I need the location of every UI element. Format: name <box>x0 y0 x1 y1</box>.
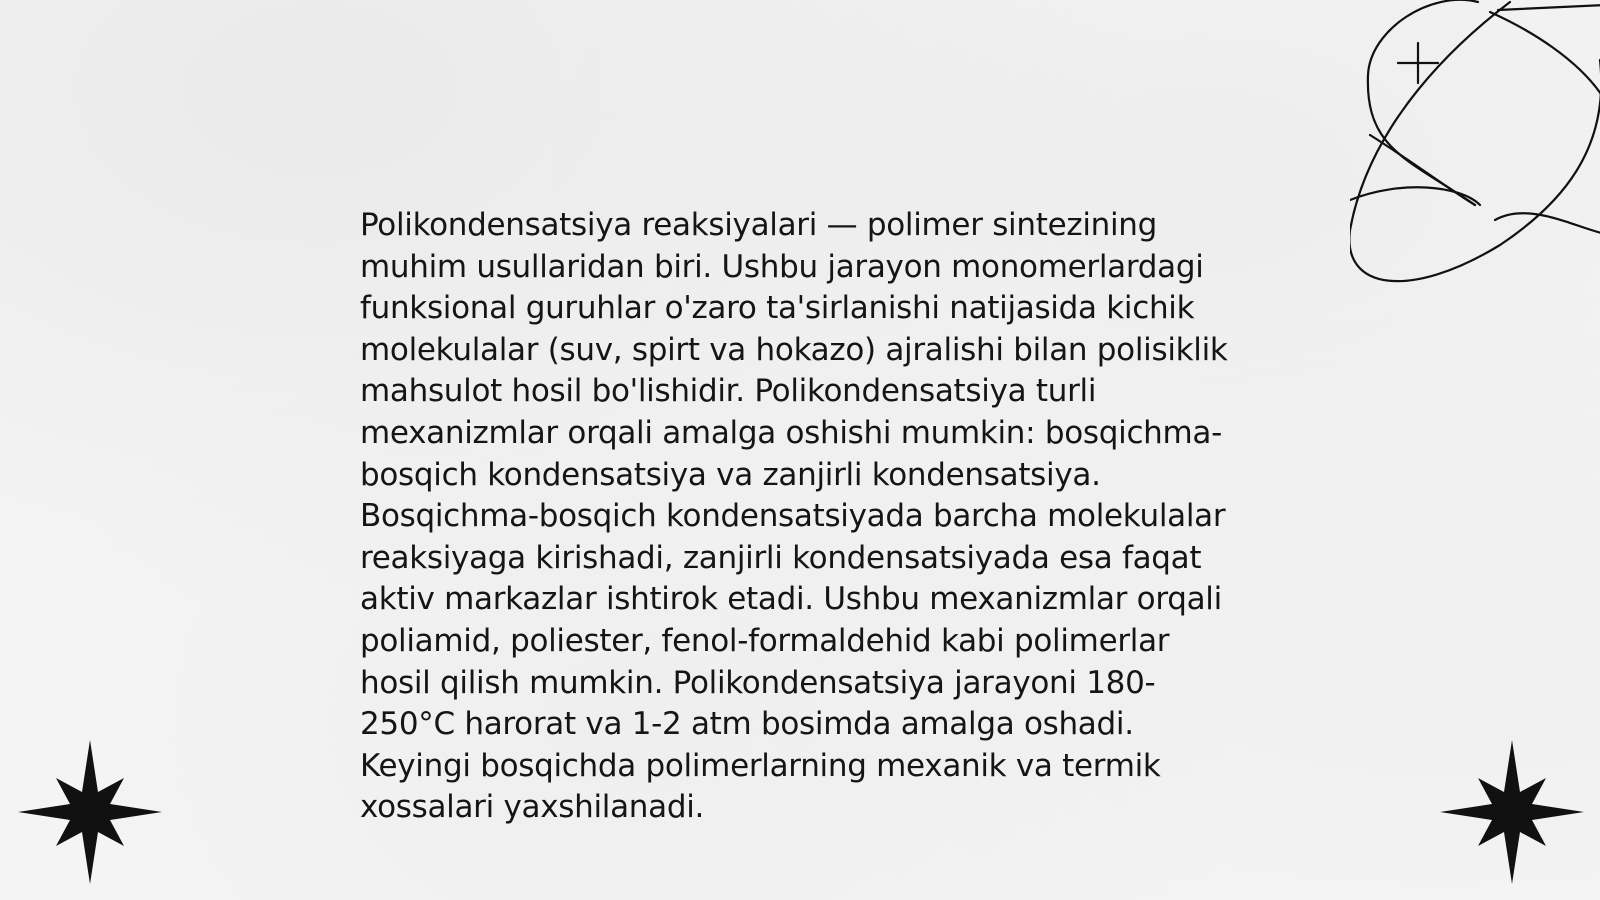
orbit-sparkle-icon <box>1350 0 1600 290</box>
four-point-star-icon-left <box>18 740 162 884</box>
four-point-star-icon-right <box>1440 740 1584 884</box>
slide-body-text: Polikondensatsiya reaksiyalari — polimer sintezining muhim usullaridan biri. Ushbu jarayon monomerlardagi funksional guruhlar o'zaro ta'sirlanishi natijasida kichik molekulalar (suv, spirt va hokazo) ajralishi bilan polisiklik mahsulot hosil bo'lishidir. Polikondensatsiya turli mexanizmlar orqali amalga oshishi mumkin: bosqichma-bosqich kondensatsiya va zanjirli kondensatsiya. Bosqichma-bosqich kondensatsiyada barcha molekulalar reaksiyaga kirishadi, zanjirli kondensatsiyada esa faqat aktiv markazlar ishtirok etadi. Ushbu mexanizmlar orqali poliamid, poliester, fenol-formaldehid kabi polimerlar hosil qilish mumkin. Polikondensatsiya jarayoni 180-250°C harorat va 1-2 atm bosimda amalga oshadi. Keyingi bosqichda polimerlarning mexanik va termik xossalari yaxshilanadi. <box>360 207 1228 826</box>
